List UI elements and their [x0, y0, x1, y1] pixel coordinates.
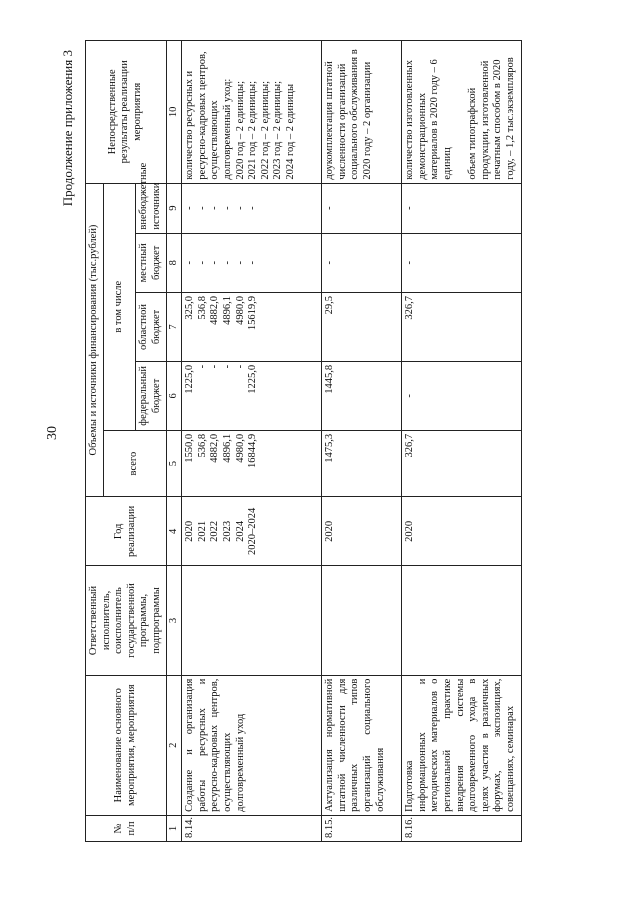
header-year: Год реализации — [86, 497, 167, 566]
header-regional: областной бюджет — [136, 293, 166, 362]
regional-cell: 29,5 — [322, 293, 402, 362]
header-in-total: в том числе — [103, 183, 136, 430]
activity-name: Подготовка информационных и методических материалов о региональной практике внедрения системы долговременного ухода в целях участия в различных форумах, экспозициях, совещаниях, семинарах — [402, 675, 522, 815]
row-number: 8.16. — [402, 815, 522, 841]
federal-cell: 1225,0 - - - - 1225,0 — [182, 361, 322, 430]
extrabudget-cell: - — [402, 183, 522, 233]
rotated-table-area — [60, 40, 550, 842]
col-number: 9 — [166, 183, 182, 233]
extrabudget-cell: - - - - - - — [182, 183, 322, 233]
table-row — [402, 41, 522, 842]
activity-name: Создание и организация работы ресурсных и ресурсно-кадровых центров, осуществляющих долговременный уход — [182, 675, 322, 815]
header-financing: Объемы и источники финансирования (тыс.рублей) — [86, 183, 104, 497]
page-number: 30 — [45, 426, 60, 440]
executor-cell — [182, 566, 322, 675]
col-number: 3 — [166, 566, 182, 675]
total-cell: 326,7 — [402, 430, 522, 497]
table-row — [322, 41, 402, 842]
col-number: 2 — [166, 675, 182, 815]
col-number: 1 — [166, 815, 182, 841]
col-number: 6 — [166, 361, 182, 430]
extrabudget-cell: - — [322, 183, 402, 233]
header-local: местный бюджет — [136, 233, 166, 292]
federal-cell: 1445,8 — [322, 361, 402, 430]
header-federal: федеральный бюджет — [136, 361, 166, 430]
col-number: 8 — [166, 233, 182, 292]
header-results: Непосредственные результаты реализации мероприятия — [86, 41, 167, 184]
header-num: № п/п — [86, 815, 167, 841]
appendix-label: Продолжение приложения 3 — [60, 50, 75, 207]
federal-cell: - — [402, 361, 522, 430]
regional-cell: 325,0 536,8 4882,0 4896,1 4980,0 15619,9 — [182, 293, 322, 362]
local-cell: - — [322, 233, 402, 292]
col-number: 5 — [166, 430, 182, 497]
header-name: Наименование основного мероприятия, мероприятия — [86, 675, 167, 815]
column-number-row — [166, 41, 182, 842]
table-row — [182, 41, 322, 842]
row-number: 8.14. — [182, 815, 322, 841]
activity-name: Актуализация нормативной штатной численности для различных типов организаций социального обслуживания — [322, 675, 402, 815]
executor-cell — [322, 566, 402, 675]
header-total: всего — [103, 430, 166, 497]
header-executor: Ответственный исполнитель, соисполнитель государственной программы, подпрограммы — [86, 566, 167, 675]
result-cell: количество изготовленных демонстрационных материалов в 2020 году – 6 единиц объем типографской продукции, изготовленной печатным способом в 2020 году, – 1,2 тыс.экземпляров — [402, 41, 522, 184]
result-cell: количество ресурсных и ресурсно-кадровых центров, осуществляющих долговременный уход: 2020 год – 2 единицы; 2021 год – 2 единицы; 2022 год – 2 единицы; 2023 год – 2 единицы; 2024 год – 2 единицы — [182, 41, 322, 184]
executor-cell — [402, 566, 522, 675]
col-number: 7 — [166, 293, 182, 362]
col-number: 4 — [166, 497, 182, 566]
header-extrabudget: внебюджетные источники — [136, 183, 166, 233]
years-cell: 2020 — [402, 497, 522, 566]
total-cell: 1475,3 — [322, 430, 402, 497]
years-cell: 2020 2021 2022 2023 2024 2020–2024 — [182, 497, 322, 566]
financing-table — [85, 40, 522, 842]
years-cell: 2020 — [322, 497, 402, 566]
regional-cell: 326,7 — [402, 293, 522, 362]
local-cell: - - - - - - — [182, 233, 322, 292]
total-cell: 1550,0 536,8 4882,0 4896,1 4980,0 16844,9 — [182, 430, 322, 497]
row-number: 8.15. — [322, 815, 402, 841]
col-number: 10 — [166, 41, 182, 184]
result-cell: доукомплектация штатной численности организаций социального обслуживания в 2020 году – 2 организации — [322, 41, 402, 184]
local-cell: - — [402, 233, 522, 292]
